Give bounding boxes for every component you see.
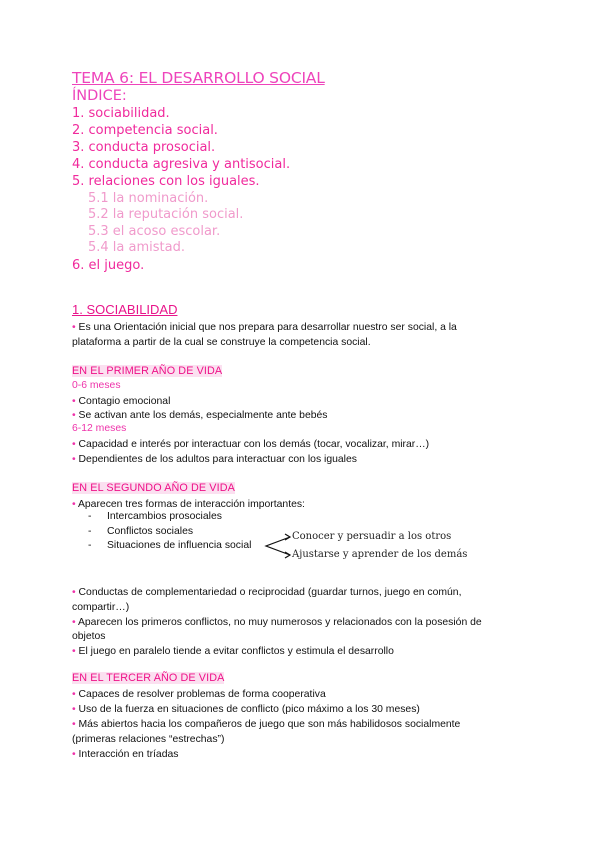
bullet-dot-icon: • — [72, 396, 76, 407]
subsection-heading: EN EL TERCER AÑO DE VIDA — [72, 672, 225, 684]
list-item: • Aparecen los primeros conflictos, no muy numerosos y relacionados con la posesión de — [72, 617, 482, 628]
index-item: 6. el juego. — [72, 258, 145, 273]
bullet-dot-icon: • — [72, 587, 76, 598]
age-label: 6-12 meses — [72, 423, 127, 434]
paragraph-line: plataforma a partir de la cual se construye la competencia social. — [72, 337, 371, 348]
index-item: 5. relaciones con los iguales. — [72, 174, 260, 189]
dash-item: - Situaciones de influencia social — [88, 540, 252, 551]
index-item: 4. conducta agresiva y antisocial. — [72, 157, 291, 172]
paragraph: • Es una Orientación inicial que nos prepara para desarrollar nuestro ser social, a la — [72, 322, 457, 333]
list-item: • Más abiertos hacia los compañeros de juego que son más habilidosos socialmente — [72, 719, 461, 730]
list-item: • Interacción en tríadas — [72, 749, 179, 760]
bullet-dot-icon: • — [72, 719, 76, 730]
dash-item: - Intercambios prosociales — [88, 511, 222, 522]
list-item: • Se activan ante los demás, especialmente ante bebés — [72, 410, 328, 421]
subsection-heading: EN EL PRIMER AÑO DE VIDA — [72, 365, 223, 377]
bullet-dot-icon: • — [72, 499, 76, 510]
bullet-dot-icon: • — [72, 617, 76, 628]
list-item: • Dependientes de los adultos para interactuar con los iguales — [72, 454, 357, 465]
subsection-heading: EN EL SEGUNDO AÑO DE VIDA — [72, 482, 235, 494]
bullet-dot-icon: • — [72, 689, 76, 700]
list-item: • Aparecen tres formas de interacción importantes: — [72, 499, 305, 510]
bullet-dot-icon: • — [72, 704, 76, 715]
bullet-dot-icon: • — [72, 439, 76, 450]
age-label: 0-6 meses — [72, 380, 121, 391]
index-item: 2. competencia social. — [72, 123, 218, 138]
index-subitem: 5.3 el acoso escolar. — [88, 224, 221, 239]
list-item: • Uso de la fuerza en situaciones de conflicto (pico máximo a los 30 meses) — [72, 704, 420, 715]
handwritten-note: Ajustarse y aprender de los demás — [292, 549, 468, 560]
list-item: • Contagio emocional — [72, 396, 171, 407]
bullet-dot-icon: • — [72, 322, 76, 333]
section-heading: 1. SOCIABILIDAD — [72, 302, 178, 317]
dash-item: - Conflictos sociales — [88, 526, 194, 537]
bullet-dot-icon: • — [72, 410, 76, 421]
bracket-arrow-icon — [260, 530, 294, 564]
handwritten-note: Conocer y persuadir a los otros — [292, 531, 452, 542]
index-subitem: 5.2 la reputación social. — [88, 207, 244, 222]
list-item: • Capacidad e interés por interactuar con los demás (tocar, vocalizar, mirar…) — [72, 439, 430, 450]
index-subitem: 5.4 la amistad. — [88, 240, 185, 255]
bullet-dot-icon: • — [72, 646, 76, 657]
bullet-dot-icon: • — [72, 749, 76, 760]
index-item: 3. conducta prosocial. — [72, 140, 216, 155]
list-item: • Capaces de resolver problemas de forma cooperativa — [72, 689, 326, 700]
index-heading: ÍNDICE: — [72, 88, 127, 104]
paragraph-line: (primeras relaciones “estrechas”) — [72, 734, 225, 745]
paragraph-line: objetos — [72, 631, 106, 642]
paragraph-line: compartir…) — [72, 602, 130, 613]
list-item: • Conductas de complementariedad o reciprocidad (guardar turnos, juego en común, — [72, 587, 462, 598]
list-item: • El juego en paralelo tiende a evitar conflictos y estimula el desarrollo — [72, 646, 394, 657]
bullet-dot-icon: • — [72, 454, 76, 465]
document-title: TEMA 6: EL DESARROLLO SOCIAL — [72, 69, 325, 87]
index-subitem: 5.1 la nominación. — [88, 191, 209, 206]
index-item: 1. sociabilidad. — [72, 106, 170, 121]
